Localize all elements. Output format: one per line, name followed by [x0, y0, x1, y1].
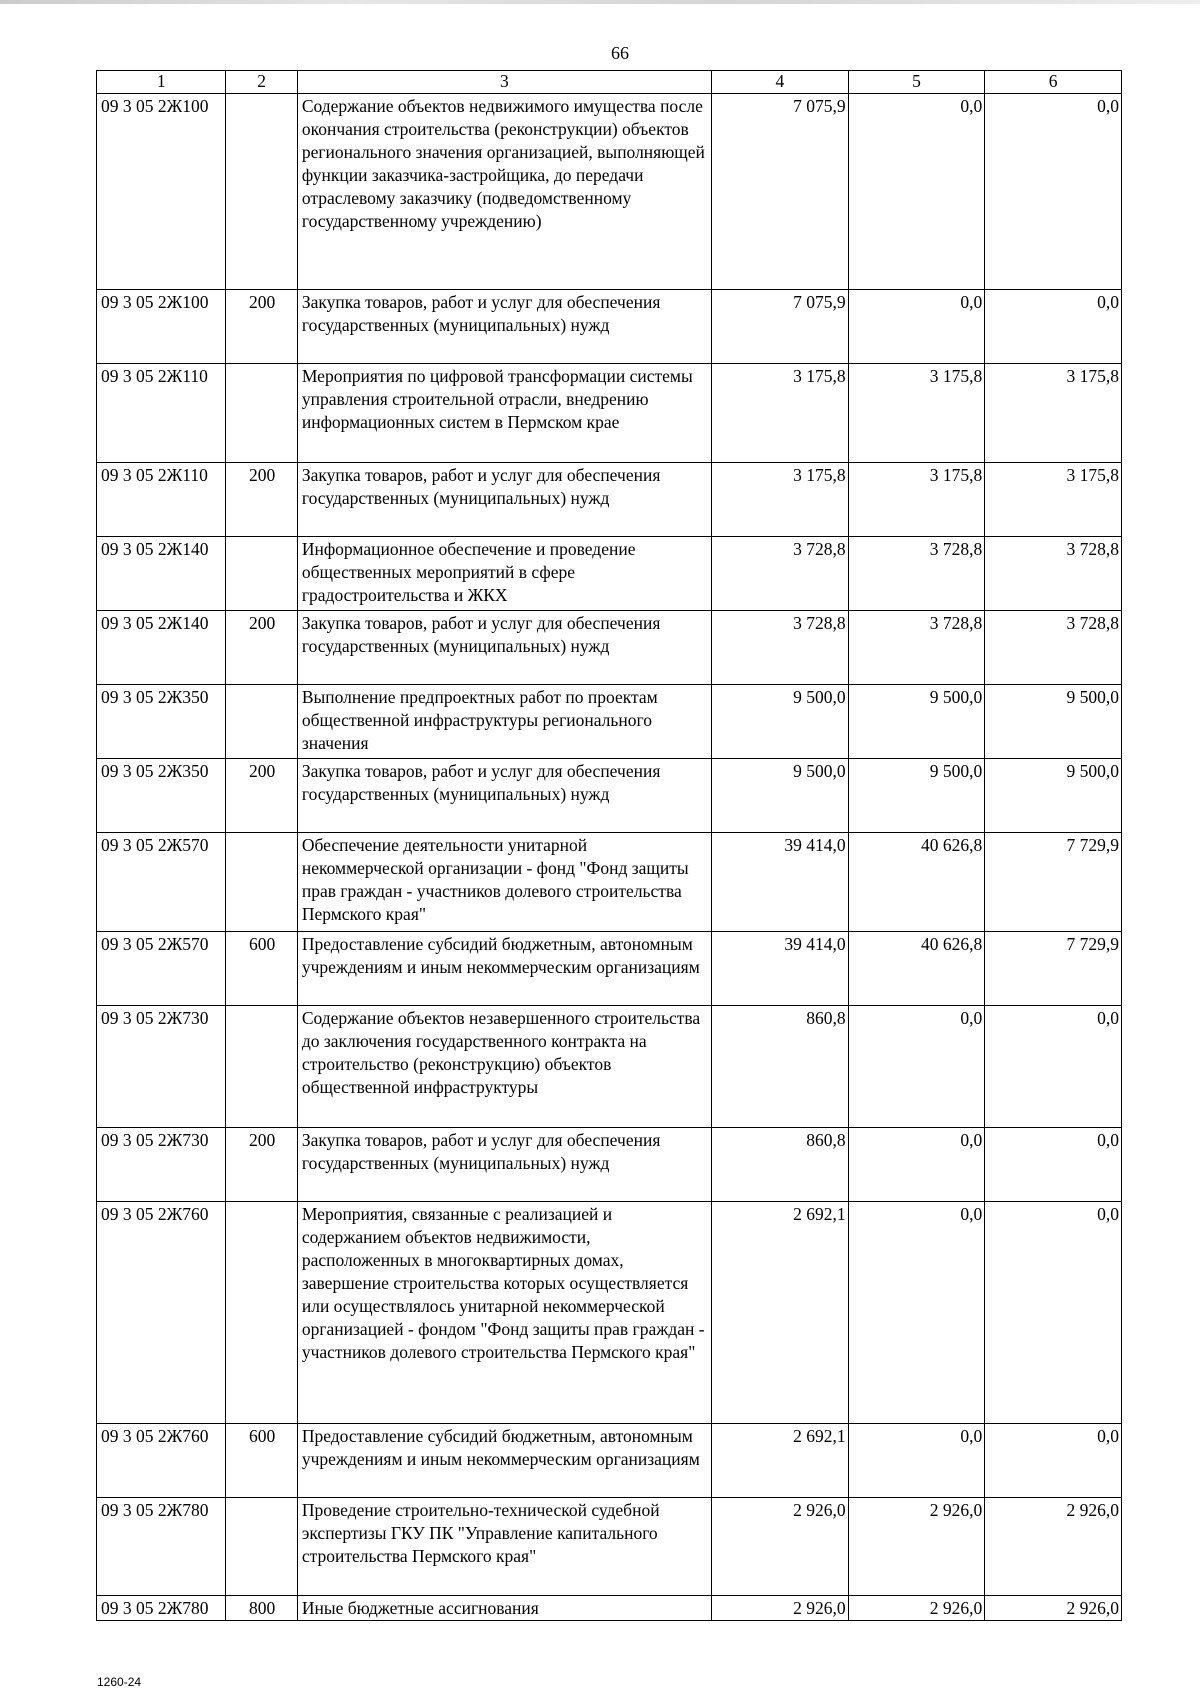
table-row: [97, 1498, 1122, 1596]
expense-type-code: [226, 1498, 297, 1596]
amount-col6: 2 926,0: [985, 1596, 1122, 1621]
amount-col6: 9 500,0: [985, 685, 1122, 759]
target-article-code: 09 3 05 2Ж350: [97, 759, 226, 833]
amount-col6: 0,0: [985, 1006, 1122, 1128]
expense-type-code: [226, 1202, 297, 1424]
header-row: [97, 71, 1122, 94]
amount-col6: 3 728,8: [985, 611, 1122, 685]
amount-col6: 9 500,0: [985, 759, 1122, 833]
amount-col6: 7 729,9: [985, 932, 1122, 1006]
column-header: 4: [711, 71, 848, 94]
expense-type-code: 600: [226, 932, 297, 1006]
column-header: 6: [985, 71, 1122, 94]
amount-col5: 9 500,0: [848, 685, 985, 759]
target-article-code: 09 3 05 2Ж570: [97, 932, 226, 1006]
table-row: [97, 833, 1122, 932]
expense-type-code: [226, 364, 297, 463]
amount-col5: 3 175,8: [848, 364, 985, 463]
expense-type-code: 800: [226, 1596, 297, 1621]
amount-col4: 9 500,0: [711, 759, 848, 833]
amount-col5: 0,0: [848, 1006, 985, 1128]
expense-type-code: 200: [226, 759, 297, 833]
page-number: 66: [611, 43, 629, 63]
amount-col5: 40 626,8: [848, 833, 985, 932]
column-header: 2: [226, 71, 297, 94]
amount-col4: 3 175,8: [711, 463, 848, 537]
table-row: [97, 1596, 1122, 1621]
item-name: Предоставление субсидий бюджетным, автономным учреждениям и иным некоммерческим организациям: [297, 932, 711, 1006]
amount-col4: 2 692,1: [711, 1202, 848, 1424]
amount-col6: 0,0: [985, 94, 1122, 290]
amount-col5: 0,0: [848, 290, 985, 364]
amount-col5: 9 500,0: [848, 759, 985, 833]
table-row: [97, 537, 1122, 611]
amount-col6: 2 926,0: [985, 1498, 1122, 1596]
amount-col4: 2 926,0: [711, 1498, 848, 1596]
expense-type-code: 200: [226, 290, 297, 364]
scan-edge: [0, 0, 1200, 4]
amount-col5: 3 175,8: [848, 463, 985, 537]
target-article-code: 09 3 05 2Ж140: [97, 611, 226, 685]
amount-col4: 3 728,8: [711, 611, 848, 685]
item-name: Закупка товаров, работ и услуг для обеспечения государственных (муниципальных) нужд: [297, 611, 711, 685]
item-name: Мероприятия по цифровой трансформации системы управления строительной отрасли, внедрению информационных систем в Пермском крае: [297, 364, 711, 463]
amount-col4: 39 414,0: [711, 932, 848, 1006]
amount-col4: 2 926,0: [711, 1596, 848, 1621]
amount-col5: 0,0: [848, 1202, 985, 1424]
amount-col6: 0,0: [985, 290, 1122, 364]
amount-col4: 3 728,8: [711, 537, 848, 611]
item-name: Проведение строительно-технической судебной экспертизы ГКУ ПК "Управление капитального строительства Пермского края": [297, 1498, 711, 1596]
amount-col4: 9 500,0: [711, 685, 848, 759]
amount-col5: 0,0: [848, 94, 985, 290]
table-row: [97, 463, 1122, 537]
amount-col5: 2 926,0: [848, 1596, 985, 1621]
item-name: Закупка товаров, работ и услуг для обеспечения государственных (муниципальных) нужд: [297, 1128, 711, 1202]
document-registration-code: 1260-24: [97, 1675, 142, 1689]
table-row: [97, 932, 1122, 1006]
target-article-code: 09 3 05 2Ж570: [97, 833, 226, 932]
item-name: Обеспечение деятельности унитарной некоммерческой организации - фонд "Фонд защиты прав граждан - участников долевого строительства Пермского края": [297, 833, 711, 932]
target-article-code: 09 3 05 2Ж780: [97, 1498, 226, 1596]
target-article-code: 09 3 05 2Ж350: [97, 685, 226, 759]
item-name: Выполнение предпроектных работ по проектам общественной инфраструктуры регионального значения: [297, 685, 711, 759]
amount-col4: 860,8: [711, 1128, 848, 1202]
expense-type-code: [226, 537, 297, 611]
amount-col4: 7 075,9: [711, 94, 848, 290]
target-article-code: 09 3 05 2Ж110: [97, 364, 226, 463]
target-article-code: 09 3 05 2Ж760: [97, 1424, 226, 1498]
item-name: Информационное обеспечение и проведение общественных мероприятий в сфере градостроительства и ЖКХ: [297, 537, 711, 611]
table-row: [97, 1202, 1122, 1424]
expense-type-code: 600: [226, 1424, 297, 1498]
amount-col5: 40 626,8: [848, 932, 985, 1006]
expense-type-code: [226, 833, 297, 932]
expense-type-code: [226, 685, 297, 759]
table-row: [97, 1006, 1122, 1128]
table-row: [97, 1128, 1122, 1202]
table-row: [97, 364, 1122, 463]
amount-col5: 3 728,8: [848, 611, 985, 685]
amount-col6: 3 175,8: [985, 463, 1122, 537]
item-name: Закупка товаров, работ и услуг для обеспечения государственных (муниципальных) нужд: [297, 463, 711, 537]
amount-col6: 0,0: [985, 1202, 1122, 1424]
item-name: Предоставление субсидий бюджетным, автономным учреждениям и иным некоммерческим организациям: [297, 1424, 711, 1498]
amount-col6: 3 175,8: [985, 364, 1122, 463]
column-header: 1: [97, 71, 226, 94]
amount-col5: 3 728,8: [848, 537, 985, 611]
item-name: Закупка товаров, работ и услуг для обеспечения государственных (муниципальных) нужд: [297, 290, 711, 364]
table-row: [97, 290, 1122, 364]
target-article-code: 09 3 05 2Ж730: [97, 1006, 226, 1128]
item-name: Закупка товаров, работ и услуг для обеспечения государственных (муниципальных) нужд: [297, 759, 711, 833]
column-header: 5: [848, 71, 985, 94]
table-row: [97, 94, 1122, 290]
target-article-code: 09 3 05 2Ж760: [97, 1202, 226, 1424]
expense-type-code: [226, 94, 297, 290]
budget-table: [96, 70, 1122, 1621]
amount-col6: 7 729,9: [985, 833, 1122, 932]
amount-col4: 3 175,8: [711, 364, 848, 463]
expense-type-code: 200: [226, 463, 297, 537]
item-name: Содержание объектов недвижимого имущества после окончания строительства (реконструкции) объектов регионального значения организацией, выполняющей функции заказчика-застройщика, до передачи отраслевому заказчику (подведомственному государственному учреждению): [297, 94, 711, 290]
amount-col6: 3 728,8: [985, 537, 1122, 611]
amount-col4: 7 075,9: [711, 290, 848, 364]
target-article-code: 09 3 05 2Ж780: [97, 1596, 226, 1621]
amount-col4: 39 414,0: [711, 833, 848, 932]
amount-col6: 0,0: [985, 1424, 1122, 1498]
target-article-code: 09 3 05 2Ж110: [97, 463, 226, 537]
expense-type-code: [226, 1006, 297, 1128]
target-article-code: 09 3 05 2Ж100: [97, 94, 226, 290]
column-header: 3: [297, 71, 711, 94]
target-article-code: 09 3 05 2Ж100: [97, 290, 226, 364]
amount-col4: 860,8: [711, 1006, 848, 1128]
target-article-code: 09 3 05 2Ж730: [97, 1128, 226, 1202]
target-article-code: 09 3 05 2Ж140: [97, 537, 226, 611]
item-name: Содержание объектов незавершенного строительства до заключения государственного контракта на строительство (реконструкцию) объектов общественной инфраструктуры: [297, 1006, 711, 1128]
table-row: [97, 685, 1122, 759]
table-row: [97, 759, 1122, 833]
table-row: [97, 611, 1122, 685]
amount-col5: 0,0: [848, 1128, 985, 1202]
expense-type-code: 200: [226, 1128, 297, 1202]
item-name: Мероприятия, связанные с реализацией и содержанием объектов недвижимости, расположенных в многоквартирных домах, завершение строительства которых осуществляется или осуществлялось унитарной некоммерческой организацией - фондом "Фонд защиты прав граждан - участников долевого строительства Пермского края": [297, 1202, 711, 1424]
expense-type-code: 200: [226, 611, 297, 685]
amount-col5: 0,0: [848, 1424, 985, 1498]
amount-col5: 2 926,0: [848, 1498, 985, 1596]
table-row: [97, 1424, 1122, 1498]
amount-col6: 0,0: [985, 1128, 1122, 1202]
item-name: Иные бюджетные ассигнования: [297, 1596, 711, 1621]
amount-col4: 2 692,1: [711, 1424, 848, 1498]
